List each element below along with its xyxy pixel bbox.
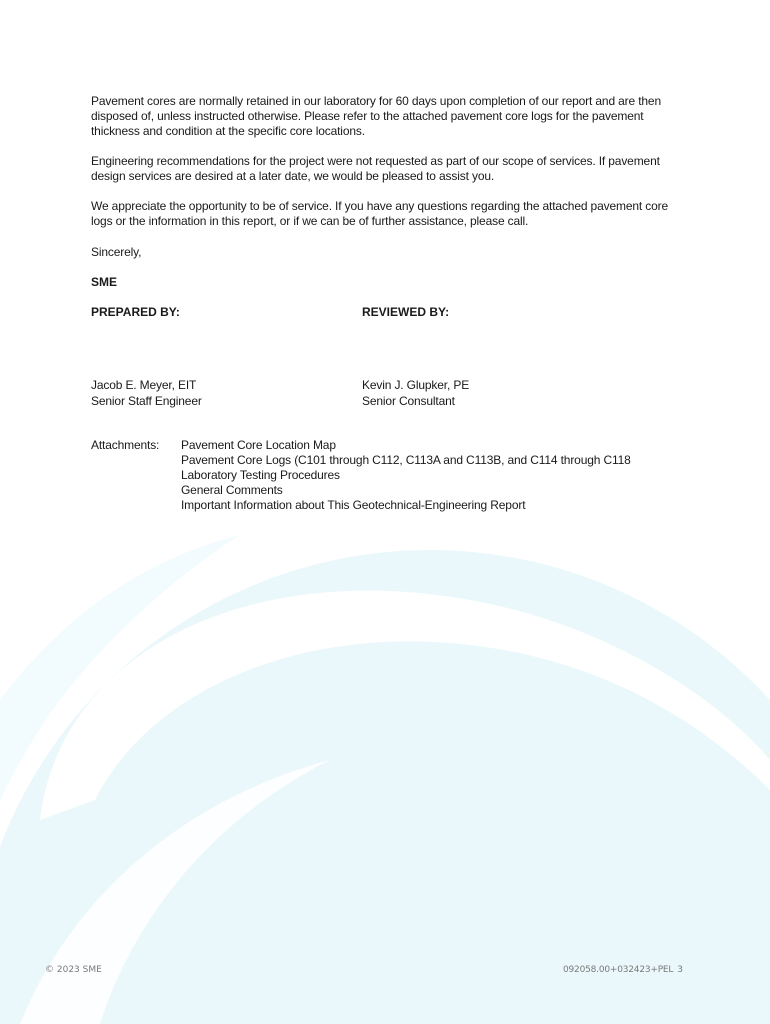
attachment-item: Important Information about This Geotechnical-Engineering Report [181, 498, 526, 512]
attachment-item: Pavement Core Logs (C101 through C112, C113A and C113B, and C114 through C118 [181, 453, 631, 467]
attachments-label: Attachments: [91, 438, 160, 452]
footer-copyright: © 2023 SME [45, 965, 102, 975]
prepared-by-heading: PREPARED BY: [91, 305, 180, 319]
reviewer-signature-block [362, 378, 469, 409]
reviewer-name: Kevin J. Glupker, PE [362, 378, 470, 392]
preparer-title: Senior Staff Engineer [91, 393, 202, 408]
company-name: SME [91, 275, 118, 289]
attachment-item: General Comments [181, 483, 283, 497]
reviewed-by-heading: REVIEWED BY: [362, 305, 450, 319]
reviewer-title: Senior Consultant [362, 393, 455, 408]
footer-page-number: 3 [677, 965, 683, 975]
attachments-list [181, 438, 631, 513]
paragraph-appreciation: We appreciate the opportunity to be of service. If you have any questions regarding the attached pavement core logs or the information in this report, or if we can be of further assistance, please call. [91, 199, 668, 229]
closing-salutation: Sincerely, [91, 245, 142, 259]
footer-doc-number: 092058.00+032423+PEL [563, 965, 674, 975]
attachment-item: Laboratory Testing Procedures [181, 468, 340, 482]
paragraph-core-retention: Pavement cores are normally retained in our laboratory for 60 days upon completion of our report and are then disposed of, unless instructed otherwise. Please refer to the attached pavement core logs for the pavement thickness and condition at the specific core locations. [91, 94, 661, 139]
footer-doc-reference [563, 965, 683, 975]
paragraph-recommendations: Engineering recommendations for the project were not requested as part of our scope of services. If pavement design services are desired at a later date, we would be pleased to assist you. [91, 154, 660, 184]
preparer-signature-block [91, 378, 202, 409]
attachment-item: Pavement Core Location Map [181, 438, 336, 452]
preparer-name: Jacob E. Meyer, EIT [91, 378, 197, 392]
